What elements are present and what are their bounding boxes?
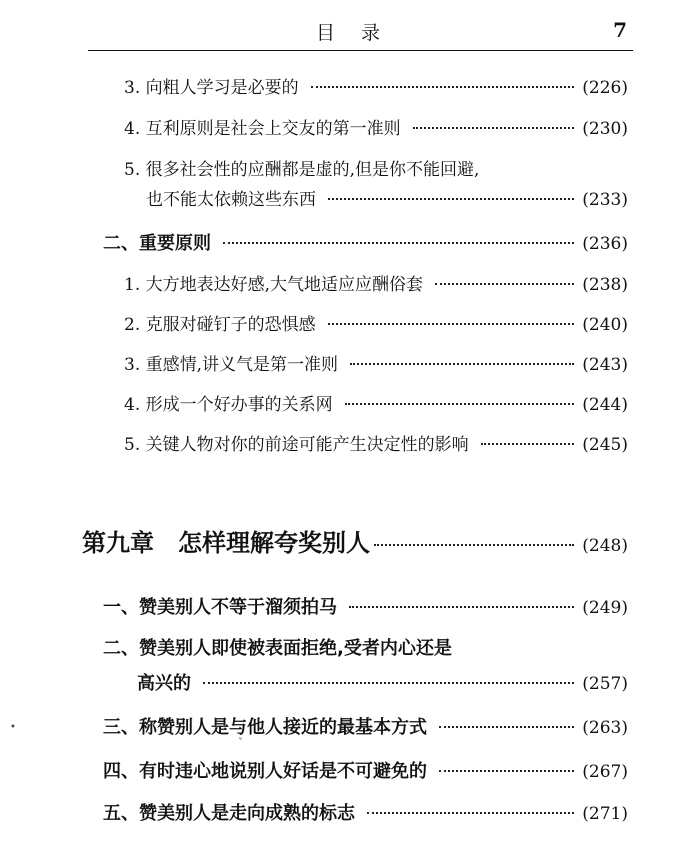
toc-entry-title: 5. 关键人物对你的前途可能产生决定性的影响 bbox=[124, 435, 469, 455]
toc-entry-page: (243) bbox=[582, 355, 628, 375]
dot-leader bbox=[413, 127, 575, 129]
dot-leader bbox=[311, 86, 575, 88]
dot-leader bbox=[439, 726, 574, 728]
toc-section[interactable] bbox=[103, 713, 628, 739]
toc-section[interactable] bbox=[137, 669, 628, 695]
page-number: 7 bbox=[613, 18, 627, 42]
toc-section-title-line2: 高兴的 bbox=[137, 673, 191, 694]
dot-leader bbox=[481, 443, 575, 445]
toc-entry-page: (226) bbox=[582, 78, 628, 98]
toc-entry[interactable] bbox=[146, 185, 628, 210]
toc-entry[interactable] bbox=[124, 270, 628, 295]
toc-entry-page: (244) bbox=[582, 395, 628, 415]
toc-section-title-line1[interactable]: 二、赞美别人即使被表面拒绝,受者内心还是 bbox=[103, 638, 452, 659]
dot-leader bbox=[439, 770, 574, 772]
toc-entry-page: (271) bbox=[582, 804, 628, 824]
toc-chapter-title: 第九章 怎样理解夸奖别人 bbox=[82, 528, 370, 557]
toc-entry-title-line2: 也不能太依赖这些东西 bbox=[146, 190, 316, 210]
toc-entry[interactable] bbox=[124, 350, 628, 375]
toc-section[interactable] bbox=[103, 757, 628, 783]
toc-entry-page: (263) bbox=[582, 718, 628, 738]
toc-section-title: 五、赞美别人是走向成熟的标志 bbox=[103, 803, 355, 824]
dot-leader bbox=[203, 682, 574, 684]
toc-entry-title: 1. 大方地表达好感,大气地适应应酬俗套 bbox=[124, 275, 424, 295]
toc-chapter[interactable] bbox=[82, 523, 628, 558]
toc-entry-page: (230) bbox=[582, 119, 628, 139]
toc-entry-title: 2. 克服对碰钉子的恐惧感 bbox=[124, 315, 316, 335]
toc-entry-page: (257) bbox=[582, 674, 628, 694]
toc-entry-title-line1[interactable]: 5. 很多社会性的应酬都是虚的,但是你不能回避, bbox=[124, 160, 480, 180]
toc-entry[interactable] bbox=[124, 114, 628, 139]
toc-section-title: 一、赞美别人不等于溜须拍马 bbox=[103, 597, 337, 618]
toc-section-title: 三、称赞别人是与他人接近的最基本方式 bbox=[103, 717, 427, 738]
header-title: 目录 bbox=[316, 22, 407, 44]
toc-entry-title: 4. 互利原则是社会上交友的第一准则 bbox=[124, 119, 401, 139]
toc-entry-page: (236) bbox=[582, 234, 628, 254]
toc-entry-title: 4. 形成一个好办事的关系网 bbox=[124, 395, 333, 415]
toc-entry[interactable] bbox=[124, 390, 628, 415]
toc-entry-page: (249) bbox=[582, 598, 628, 618]
page-header bbox=[88, 14, 633, 51]
toc-entry[interactable] bbox=[124, 430, 628, 455]
toc-entry-title: 3. 向粗人学习是必要的 bbox=[124, 78, 299, 98]
toc-entry[interactable] bbox=[124, 310, 628, 335]
toc-entry-page: (238) bbox=[582, 275, 628, 295]
toc-section-title: 四、有时违心地说别人好话是不可避免的 bbox=[103, 761, 427, 782]
dot-leader bbox=[223, 242, 574, 244]
dot-leader bbox=[374, 544, 574, 546]
scan-speck: • bbox=[10, 722, 16, 733]
toc-section[interactable] bbox=[103, 799, 628, 825]
scan-speck: ˇ bbox=[238, 738, 243, 749]
dot-leader bbox=[349, 606, 574, 608]
dot-leader bbox=[350, 363, 574, 365]
toc-entry[interactable] bbox=[124, 73, 628, 98]
dot-leader bbox=[367, 812, 574, 814]
toc-section[interactable] bbox=[103, 593, 628, 619]
dot-leader bbox=[328, 198, 574, 200]
toc-entry-page: (233) bbox=[582, 190, 628, 210]
toc-section[interactable] bbox=[103, 229, 628, 255]
toc-entry-page: (248) bbox=[582, 536, 628, 556]
toc-entry-page: (245) bbox=[582, 435, 628, 455]
dot-leader bbox=[345, 403, 575, 405]
toc-entry-page: (267) bbox=[582, 762, 628, 782]
toc-entry-page: (240) bbox=[582, 315, 628, 335]
toc-section-title: 二、重要原则 bbox=[103, 233, 211, 254]
toc-entry-title: 3. 重感情,讲义气是第一准则 bbox=[124, 355, 339, 375]
dot-leader bbox=[435, 283, 574, 285]
dot-leader bbox=[328, 323, 575, 325]
